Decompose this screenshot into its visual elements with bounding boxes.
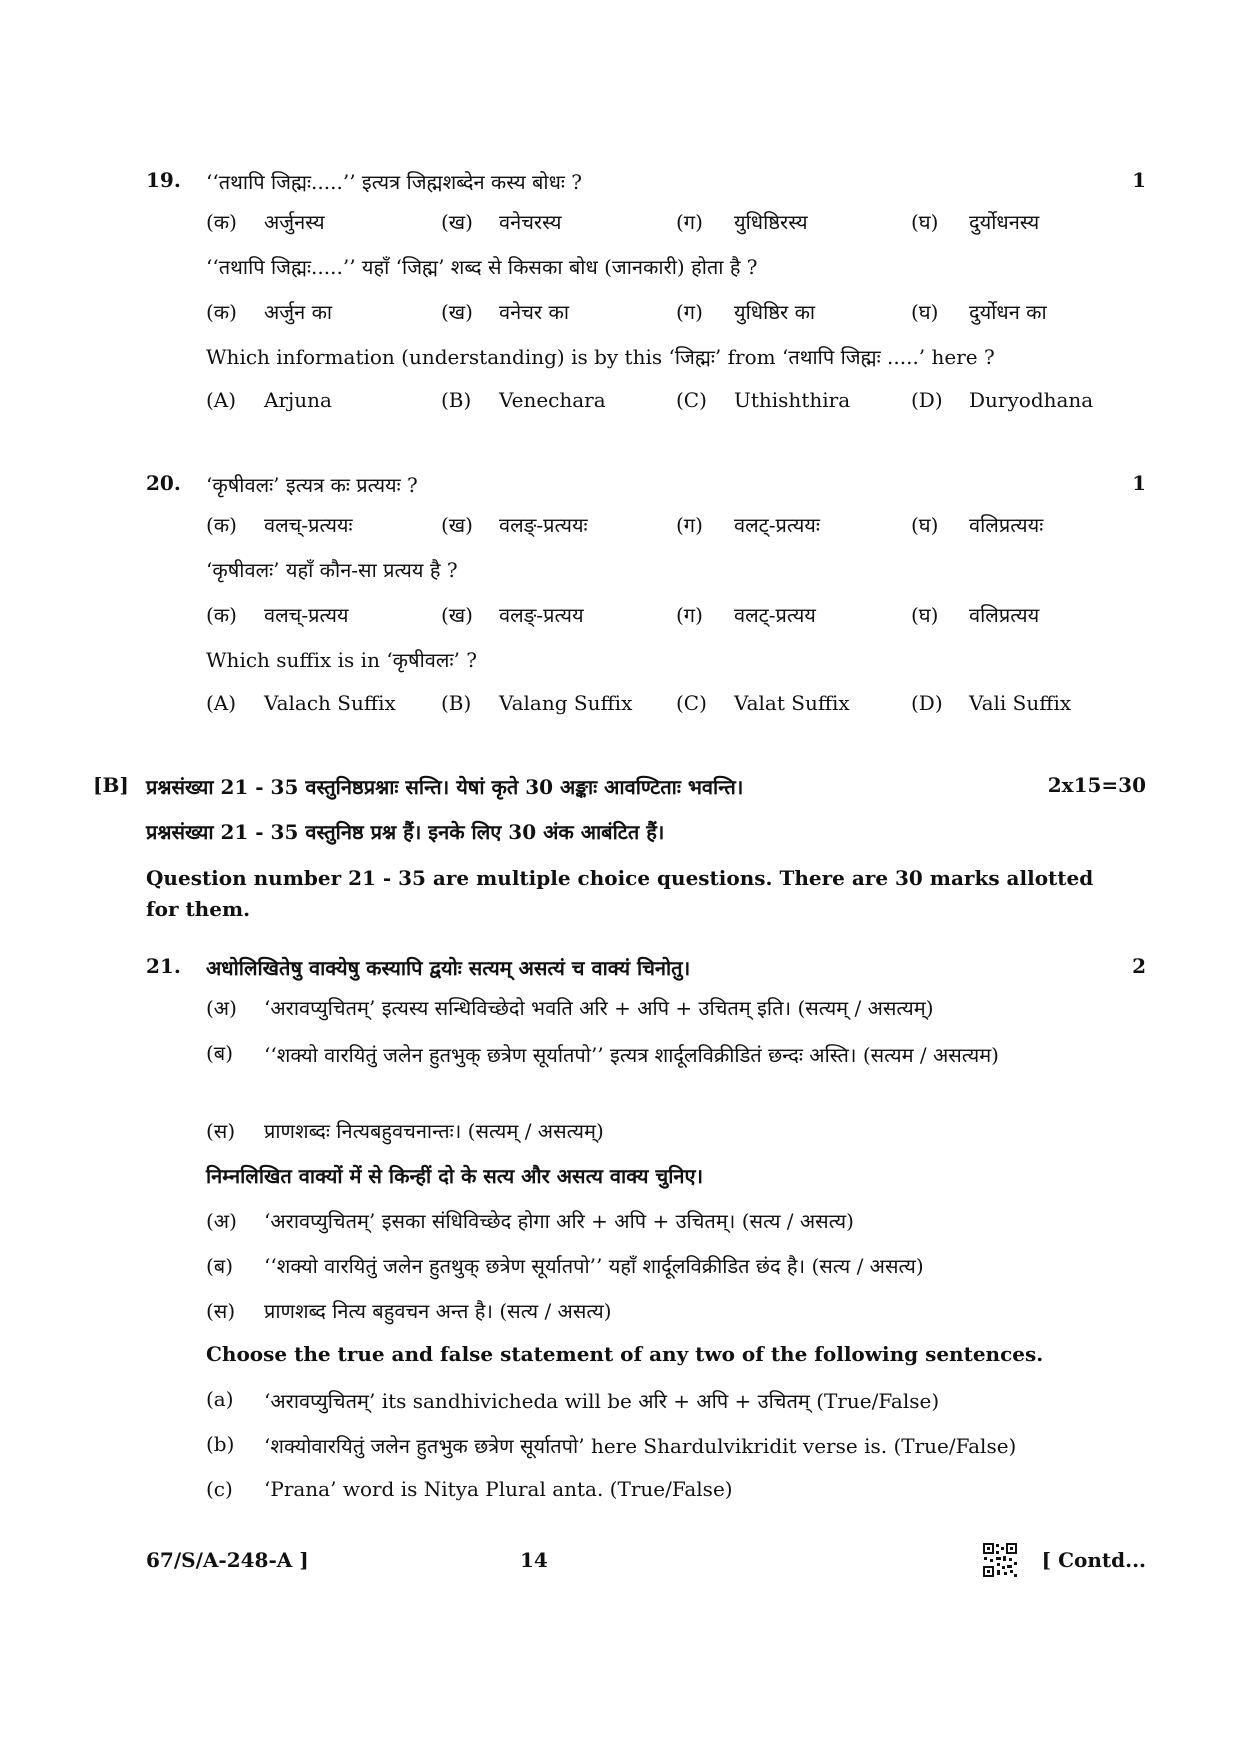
option: (B) Valang Suffix: [441, 691, 633, 715]
options-hindi: [206, 601, 1146, 646]
options-english: [206, 388, 1146, 433]
question-19: [146, 168, 1146, 433]
question-20: [146, 471, 1146, 736]
section-marks: 2x15=30: [1047, 773, 1146, 797]
statement: (a) ‘अरावप्युचितम्’ its sandhivicheda will be अरि + अपि + उचितम् (True/False): [206, 1387, 940, 1413]
option: (ग) वलट्-प्रत्ययः: [676, 513, 820, 537]
statement: (स) प्राणशब्दः नित्यबहुवचनान्तः। (सत्यम् / असत्यम्): [206, 1119, 604, 1143]
question-21: [146, 954, 1146, 1522]
options-sanskrit: [206, 511, 1146, 556]
statements-sanskrit: [206, 994, 1146, 1522]
option: (ग) युधिष्ठिर का: [676, 300, 816, 324]
option: (D) Duryodhana: [911, 388, 1094, 412]
option: (घ) दुर्योधन का: [911, 300, 1047, 324]
option: (क) वलच्-प्रत्ययः: [206, 513, 353, 537]
section-b-header: [93, 773, 1146, 925]
qr-code-icon: [982, 1542, 1018, 1583]
section-tag: [B]: [93, 773, 129, 797]
option: (D) Vali Suffix: [911, 691, 1072, 715]
section-instruction-english: Question number 21 - 35 are multiple choice questions. There are 30 marks allotted for them.: [146, 866, 1094, 921]
statement: (ब) ‘‘शक्यो वारयितुं जलेन हुतथुक् छत्रेण सूर्यातपो’’ यहाँ शार्दूलविक्रीडित छंद है। (सत्य / असत्य): [206, 1254, 924, 1278]
statement: (स) प्राणशब्द नित्य बहुवचन अन्त है। (सत्य / असत्य): [206, 1299, 612, 1323]
option: (क) वलच्-प्रत्यय: [206, 603, 349, 627]
option: (घ) दुर्योधनस्य: [911, 210, 1040, 234]
question-text-sanskrit: ‘कृषीवलः’ इत्यत्र कः प्रत्ययः ?: [206, 473, 418, 497]
question-number: 20.: [146, 471, 181, 495]
statement: (b) ‘शक्योवारयितुं जलेन हुतभुक छत्रेण सूर्यातपो’ here Shardulvikridit verse is. (True/False): [206, 1432, 1017, 1458]
section-instruction-sanskrit: प्रश्नसंख्या 21 - 35 वस्तुनिष्ठप्रश्नाः सन्ति। येषां कृते 30 अङ्काः आवण्टिताः भवन्ति।: [146, 775, 744, 799]
option: (घ) वलिप्रत्यय: [911, 603, 1040, 627]
paper-code: 67/S/A-248-A ]: [146, 1548, 309, 1572]
continued-label: [ Contd...: [1041, 1548, 1146, 1572]
question-marks: 2: [1132, 954, 1146, 978]
statement: (c) ‘Prana’ word is Nitya Plural anta. (True/False): [206, 1477, 733, 1501]
question-text-english: Which suffix is in ‘कृषीवलः’ ?: [206, 648, 477, 672]
question-marks: 1: [1132, 471, 1146, 495]
page-number: 14: [520, 1548, 548, 1572]
option: (ग) युधिष्ठिरस्य: [676, 210, 808, 234]
question-marks: 1: [1132, 168, 1146, 192]
options-sanskrit: [206, 208, 1146, 253]
option: (A) Valach Suffix: [206, 691, 396, 715]
option: (A) Arjuna: [206, 388, 332, 412]
option: (C) Valat Suffix: [676, 691, 850, 715]
question-text-sanskrit: अधोलिखितेषु वाक्येषु कस्यापि द्वयोः सत्यम् असत्यं च वाक्यं चिनोतु।: [206, 956, 691, 980]
question-text-hindi: ‘‘तथापि जिह्मः.....’’ यहाँ ‘जिह्म’ शब्द से किसका बोध (जानकारी) होता है ?: [206, 255, 758, 279]
question-text-hindi: ‘कृषीवलः’ यहाँ कौन-सा प्रत्यय है ?: [206, 558, 458, 582]
option: (घ) वलिप्रत्ययः: [911, 513, 1044, 537]
question-text-hindi: निम्नलिखित वाक्यों में से किन्हीं दो के सत्य और असत्य वाक्य चुनिए।: [206, 1164, 704, 1188]
statement: (अ) ‘अरावप्युचितम्’ इत्यस्य सन्धिविच्छेदो भवति अरि + अपि + उचितम् इति। (सत्यम् / असत्यम्): [206, 996, 934, 1020]
page-footer: [146, 1548, 1146, 1588]
question-text-english: Which information (understanding) is by this ‘जिह्मः’ from ‘तथापि जिह्मः .....’ here ?: [206, 345, 995, 369]
question-number: 21.: [146, 954, 181, 978]
option: (ख) वनेचर का: [441, 300, 569, 324]
option: (C) Uthishthira: [676, 388, 851, 412]
option: (ख) वलङ्-प्रत्यय: [441, 603, 584, 627]
statement: (अ) ‘अरावप्युचितम्’ इसका संधिविच्छेद होगा अरि + अपि + उचितम्। (सत्य / असत्य): [206, 1209, 854, 1233]
option: (B) Venechara: [441, 388, 606, 412]
option: (क) अर्जुनस्य: [206, 210, 325, 234]
question-text-sanskrit: ‘‘तथापि जिह्मः.....’’ इत्यत्र जिह्मशब्देन कस्य बोधः ?: [206, 170, 583, 194]
option: (ख) वनेचरस्य: [441, 210, 562, 234]
options-hindi: [206, 298, 1146, 343]
option: (क) अर्जुन का: [206, 300, 333, 324]
statement: (ब) ‘‘शक्यो वारयितुं जलेन हुतभुक् छत्रेण सूर्यातपो’’ इत्यत्र शार्दूलविक्रीडितं छन्दः अस्ति। (सत्यम / असत्यम): [206, 1041, 999, 1067]
option: (ग) वलट्-प्रत्यय: [676, 603, 816, 627]
question-number: 19.: [146, 168, 181, 192]
options-english: [206, 691, 1146, 736]
option: (ख) वलङ्-प्रत्ययः: [441, 513, 588, 537]
question-text-english: Choose the true and false statement of any two of the following sentences.: [206, 1342, 1044, 1366]
section-instruction-hindi: प्रश्नसंख्या 21 - 35 वस्तुनिष्ठ प्रश्न हैं। इनके लिए 30 अंक आबंटित हैं।: [146, 820, 665, 844]
